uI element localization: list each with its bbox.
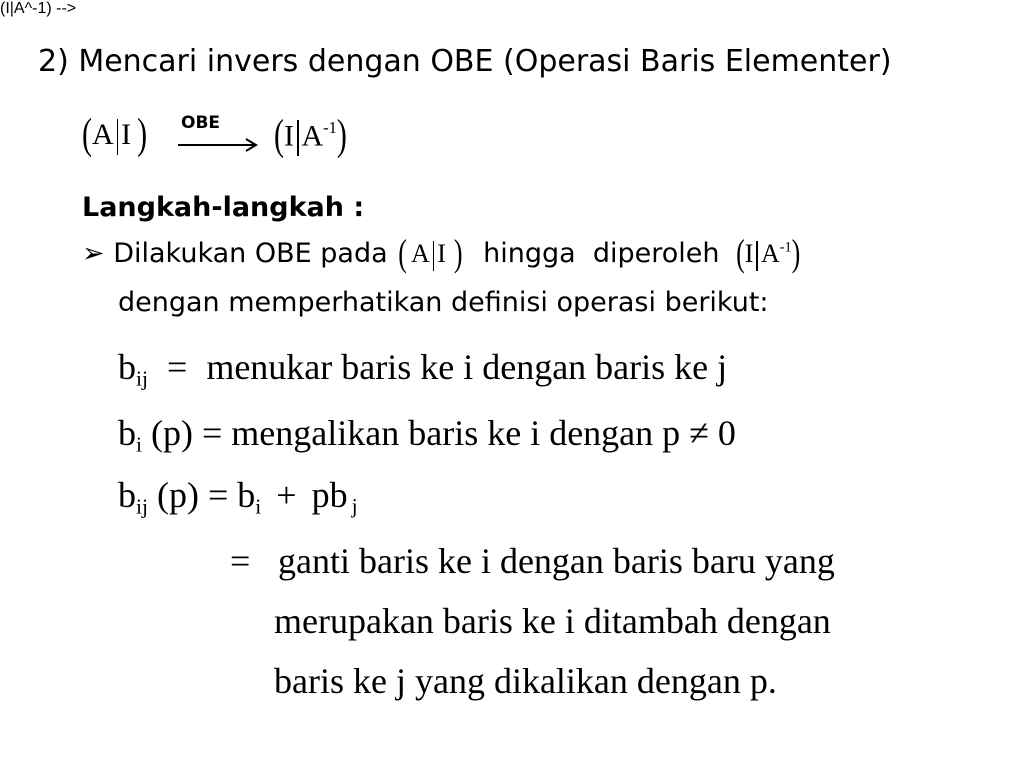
explanation-line-1: ganti baris ke i dengan baris baru yang <box>278 541 835 581</box>
definition-swap-rows <box>118 346 727 391</box>
row-subscript: ij <box>136 366 148 391</box>
row-symbol: b <box>118 347 136 387</box>
matrix-A: A <box>301 119 324 153</box>
row-subscript: ij <box>136 494 148 519</box>
matrix-I: I <box>744 239 754 268</box>
bullet-text-before: Dilakukan OBE pada <box>113 238 388 269</box>
equals-sign: = <box>201 413 223 453</box>
arrow-bullet-icon: ➢ <box>82 238 105 269</box>
right-paren: ) <box>336 111 347 160</box>
definition-add-rows <box>118 474 358 519</box>
definition-text: menukar baris ke i dengan baris ke j <box>206 347 728 387</box>
inline-matrix-left <box>398 232 463 275</box>
matrix-A: A <box>92 118 114 151</box>
row-subscript: i <box>255 494 262 519</box>
row-subscript: i <box>136 432 142 457</box>
right-arrow-icon <box>178 138 260 152</box>
divider-bar <box>117 119 119 155</box>
bullet-line-continuation: dengan memperhatikan definisi operasi berikut: <box>118 287 769 318</box>
matrix-A: A <box>760 239 780 268</box>
definition-multiply-row <box>118 412 736 457</box>
row-subscript: j <box>351 494 358 519</box>
row-symbol: b <box>118 413 136 453</box>
right-paren: ) <box>137 110 148 159</box>
zero-value: 0 <box>717 413 736 453</box>
left-paren: ( <box>274 111 284 160</box>
steps-heading: Langkah-langkah : <box>82 192 365 223</box>
definition-text: mengalikan baris ke i dengan p <box>231 413 681 453</box>
matrix-I: I <box>121 118 132 151</box>
right-paren: ) <box>791 232 801 275</box>
row-symbol: b <box>237 475 256 515</box>
plus-sign: + <box>276 475 297 515</box>
divider-bar <box>756 241 758 271</box>
row-symbol: b <box>118 475 136 515</box>
explanation-line-2: merupakan baris ke i ditambah dengan <box>274 601 831 641</box>
not-equal-sign: ≠ <box>689 413 709 453</box>
inverse-superscript: -1 <box>779 239 792 256</box>
matrix-left <box>82 110 148 159</box>
equals-sign: = <box>167 347 188 387</box>
divider-bar <box>297 120 299 156</box>
matrix-A: A <box>410 239 430 268</box>
left-paren: ( <box>736 232 745 275</box>
bullet-line <box>82 232 801 275</box>
matrix-I: I <box>284 119 294 153</box>
left-paren: ( <box>82 110 92 159</box>
matrix-I: I <box>437 239 446 268</box>
left-paren: ( <box>398 232 407 275</box>
explanation-equals: = <box>230 541 251 581</box>
inline-matrix-right <box>736 232 801 275</box>
inverse-superscript: -1 <box>323 118 337 137</box>
arrow-label: OBE <box>181 113 221 133</box>
argument: (p) <box>151 413 193 453</box>
slide-title: 2) Mencari invers dengan OBE (Operasi Baris Elementer) <box>38 44 892 79</box>
right-paren: ) <box>453 232 463 275</box>
argument: (p) <box>157 475 199 515</box>
equals-sign: = <box>207 475 229 515</box>
row-term: pb <box>311 475 348 515</box>
explanation-line-3: baris ke j yang dikalikan dengan p. <box>274 661 777 701</box>
matrix-right <box>274 111 347 160</box>
bullet-text-middle: hingga diperoleh <box>483 238 720 269</box>
divider-bar <box>433 241 435 271</box>
